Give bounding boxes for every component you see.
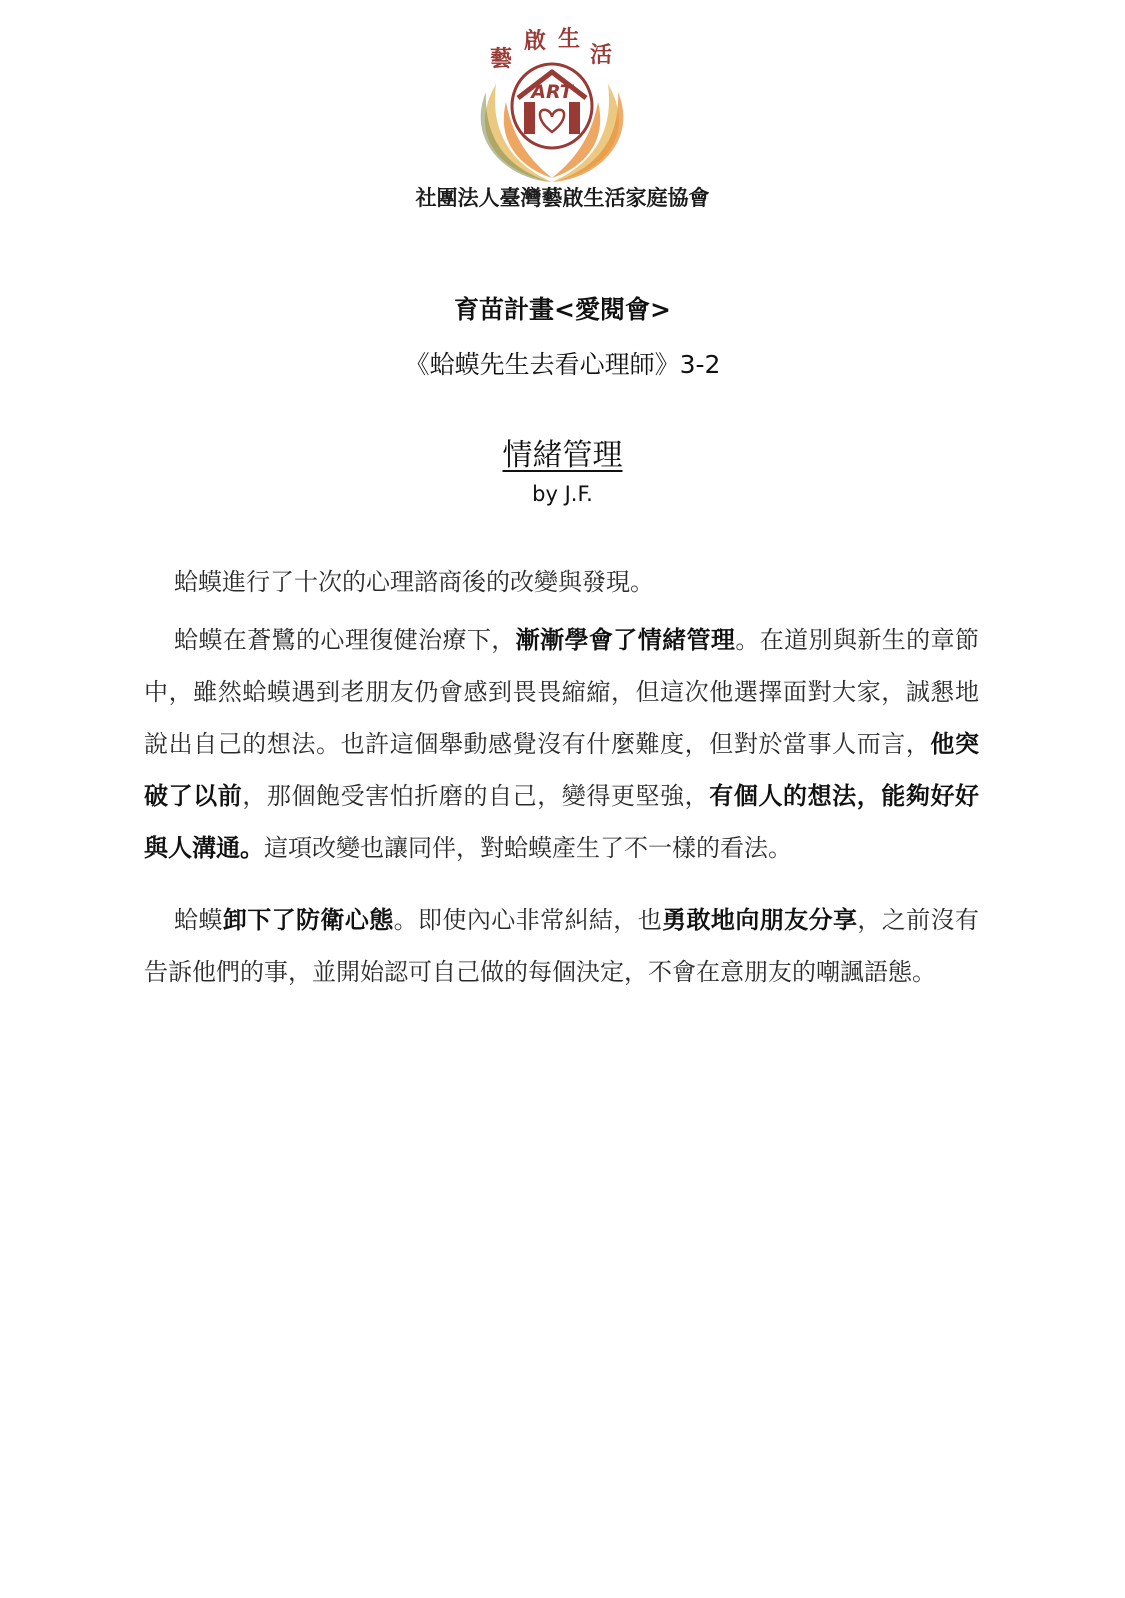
body-text: 蛤蟆	[174, 906, 223, 934]
emphasis-text: 他突破了以前	[144, 730, 979, 810]
topic-title	[0, 430, 1125, 474]
svg-text:活: 活	[590, 42, 613, 68]
plan-title: 育苗計畫<愛閱會>	[454, 295, 671, 324]
article-body	[144, 556, 979, 998]
body-text: 這項改變也讓同伴，對蛤蟆產生了不一樣的看法。	[264, 834, 792, 862]
emphasis-text: 勇敢地向朋友分享	[662, 906, 858, 934]
body-text: 蛤蟆在蒼鷺的心理復健治療下，	[174, 626, 516, 654]
book-title: 《蛤蟆先生去看心理師》3-2	[404, 350, 721, 379]
svg-text:啟: 啟	[524, 28, 547, 54]
emphasis-text: 有個人的想法，能夠好好與人溝通。	[144, 782, 980, 862]
svg-text:ART: ART	[531, 81, 573, 103]
organization-logo	[466, 22, 638, 186]
paragraph-2	[144, 614, 979, 874]
emphasis-text: 漸漸學會了情緒管理	[515, 626, 736, 654]
paragraph-3	[144, 894, 979, 998]
svg-text:藝: 藝	[490, 46, 513, 72]
topic-title-text: 情緒管理	[502, 438, 623, 473]
body-text: 。即使內心非常糾結，也	[393, 906, 663, 934]
paragraph-1	[144, 556, 979, 608]
body-text: 蛤蟆進行了十次的心理諮商後的改變與發現。	[174, 568, 654, 596]
emphasis-text: 卸下了防衛心態	[222, 906, 394, 934]
body-text: 。在道別與新生的章節中，雖然蛤蟆遇到老朋友仍會感到畏畏縮縮，但這次他選擇面對大家，誠懇地說出自己的想法。也許這個舉動感覺沒有什麼難度，但對於當事人而言，	[144, 626, 979, 758]
body-text: ，那個飽受害怕折磨的自己，變得更堅強，	[242, 782, 710, 810]
author-byline: by J.F.	[532, 482, 593, 506]
body-text: ，之前沒有告訴他們的事，並開始認可自己做的每個決定，不會在意朋友的嘲諷語態。	[144, 906, 979, 986]
organization-name: 社團法人臺灣藝啟生活家庭協會	[415, 186, 710, 210]
logo-graphic	[466, 22, 638, 186]
svg-text:生: 生	[558, 26, 581, 52]
